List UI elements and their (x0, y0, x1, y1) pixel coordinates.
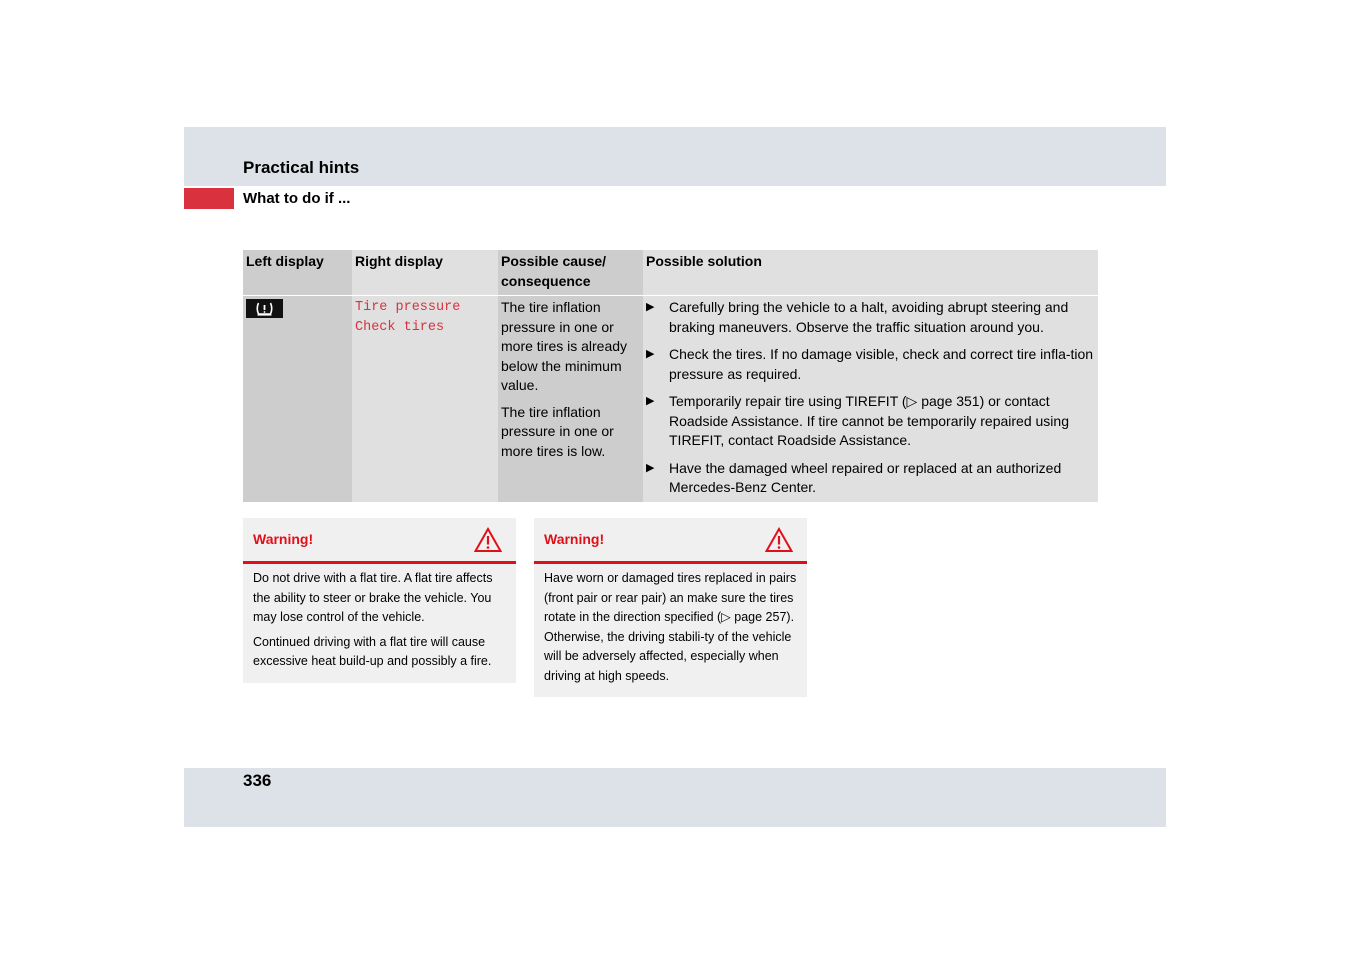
warning-box-worn-tires (534, 518, 807, 697)
solution-item (646, 298, 1095, 337)
possible-cause-cell (498, 296, 643, 502)
bullet-arrow-icon: ▶ (646, 348, 655, 360)
tire-pressure-warning-icon (246, 299, 283, 318)
bullet-arrow-icon: ▶ (646, 461, 655, 474)
right-display-line-1: Tire pressure (355, 300, 461, 315)
solution-text-2: Check the tires. If no damage visible, check and correct tire infla-tion pressure as required. (669, 346, 1094, 382)
bullet-arrow-icon: ▶ (646, 395, 655, 407)
warning-triangle-icon (765, 527, 793, 553)
section-title: Practical hints (243, 158, 360, 177)
warning-box-flat-tire (243, 518, 516, 683)
solution-item (646, 345, 1095, 384)
warning-header (534, 518, 807, 564)
solution-text-4: Have the damaged wheel repaired or replaced at an authorized Mercedes-Benz Center. (669, 459, 1062, 495)
bullet-arrow-icon: ▶ (646, 301, 655, 313)
possible-solution-cell (643, 296, 1098, 502)
cause-paragraph-1: The tire inflation pressure in one or more tires is already below the minimum value. (501, 299, 628, 393)
right-display-line-2: Check tires (355, 319, 445, 335)
header-possible-cause: Possible cause/ consequence (498, 250, 643, 296)
warning-body (534, 564, 807, 697)
header-possible-solution: Possible solution (643, 250, 1098, 296)
warning-paragraph-2: Continued driving with a flat tire will cause excessive heat build-up and possibly a fire. (253, 634, 492, 668)
warning-header (243, 518, 516, 564)
solution-text-3: Temporarily repair tire using TIREFIT (▷ page 351) or contact Roadside Assistance. If tire cannot be temporarily repaired using TIREFIT, contact Roadside Assistance. (669, 393, 1069, 448)
footer-band (184, 768, 1166, 827)
table-header-row (243, 250, 1098, 296)
fault-table (243, 250, 1098, 502)
header-right-display: Right display (352, 250, 498, 296)
cause-paragraph-2: The tire inflation pressure in one or more tires is low. (501, 403, 614, 459)
header-left-display: Left display (243, 250, 352, 296)
subsection-title: What to do if ... (243, 190, 351, 207)
table-row (243, 296, 1098, 502)
solution-item (646, 459, 1095, 498)
warning-body (243, 564, 516, 683)
warning-paragraph-1: Have worn or damaged tires replaced in pairs (front pair or rear pair) an make sure the tires rotate in the direction specified (▷ page 257). Otherwise, the driving stabili-ty of the vehicle will be adversely affected, especially when driving at high speeds. (544, 571, 797, 683)
warning-paragraph-1: Do not drive with a flat tire. A flat tire affects the ability to steer or brake the vehicle. You may lose control of the vehicle. (253, 571, 493, 624)
left-display-cell (243, 296, 352, 502)
warning-title: Warning! (544, 531, 605, 547)
page-number: 336 (243, 771, 272, 790)
warning-triangle-icon (474, 527, 502, 553)
right-display-cell (352, 296, 498, 502)
warning-title: Warning! (253, 531, 314, 547)
solution-item (646, 392, 1095, 451)
section-marker-tab (184, 188, 234, 209)
solution-text-1: Carefully bring the vehicle to a halt, avoiding abrupt steering and braking maneuvers. Observe the traffic situation around you. (669, 299, 1069, 335)
